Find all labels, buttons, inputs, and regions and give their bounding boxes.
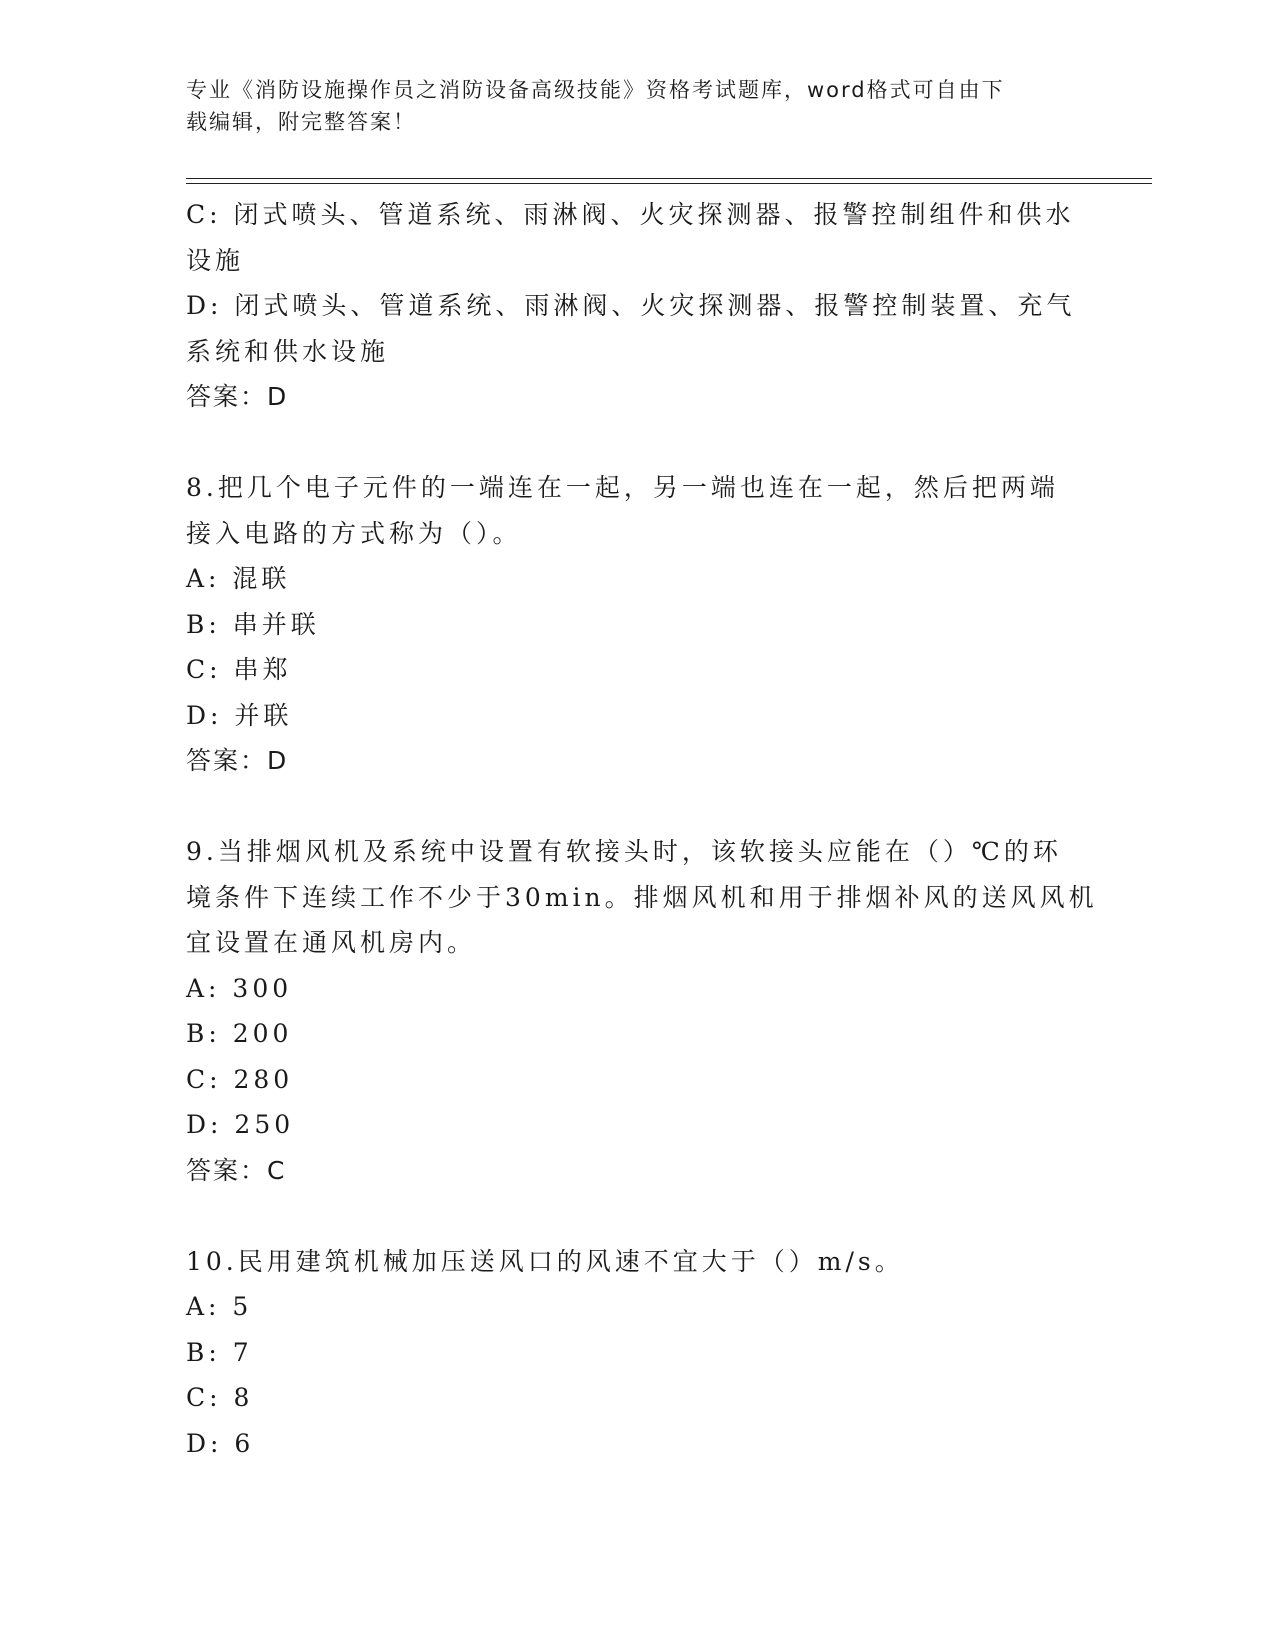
option-b: B: 200 [186, 1019, 293, 1048]
answer-line: 答案：D [186, 746, 289, 775]
header-divider-top [186, 178, 1152, 179]
spacer [186, 1193, 1086, 1239]
spacer [186, 420, 1086, 466]
option-b: B: 串并联 [186, 609, 320, 639]
question-10 [186, 1239, 1086, 1467]
option-c-line-2: 设施 [186, 245, 245, 275]
option-d: D: 250 [186, 1110, 295, 1139]
question-8 [186, 465, 1086, 784]
question-stem-line-1: 8.把几个电子元件的一端连在一起，另一端也连在一起，然后把两端 [186, 473, 1059, 502]
option-b: B: 7 [186, 1337, 253, 1367]
spacer [186, 784, 1086, 830]
option-a: A: 混联 [186, 564, 291, 593]
header-line-2: 载编辑，附完整答案！ [186, 110, 416, 134]
option-d: D: 6 [186, 1428, 255, 1458]
question-stem-line-2: 境条件下连续工作不少于30min。排烟风机和用于排烟补风的送风风机 [186, 882, 1098, 912]
question-stem-line-3: 宜设置在通风机房内。 [186, 928, 477, 957]
option-d: D: 并联 [186, 700, 293, 730]
question-list [186, 192, 1098, 1466]
question-stem-line-2: 接入电路的方式称为（）。 [186, 518, 522, 548]
option-d-line-1: D: 闭式喷头、管道系统、雨淋阀、火灾探测器、报警控制装置、充气 [186, 291, 1076, 320]
option-c-line-1: C: 闭式喷头、管道系统、雨淋阀、火灾探测器、报警控制组件和供水 [186, 200, 1075, 229]
page-header [186, 74, 1066, 138]
answer-line: 答案：C [186, 1155, 287, 1185]
option-c: C: 串郑 [186, 655, 292, 684]
option-c: C: 280 [186, 1064, 294, 1094]
option-a: A: 5 [186, 1292, 253, 1321]
header-divider-bottom [186, 183, 1152, 184]
question-9 [186, 829, 1098, 1193]
header-line-1: 专业《消防设施操作员之消防设备高级技能》资格考试题库，word格式可自由下 [186, 78, 1005, 102]
question-7-tail [186, 192, 1086, 420]
question-stem-line-1: 9.当排烟风机及系统中设置有软接头时，该软接头应能在（）℃的环 [186, 837, 1062, 866]
option-a: A: 300 [186, 973, 293, 1003]
answer-line: 答案：D [186, 382, 289, 411]
option-d-line-2: 系统和供水设施 [186, 336, 390, 366]
option-c: C: 8 [186, 1383, 254, 1412]
question-stem-line-1: 10.民用建筑机械加压送风口的风速不宜大于（）m/s。 [186, 1246, 904, 1276]
